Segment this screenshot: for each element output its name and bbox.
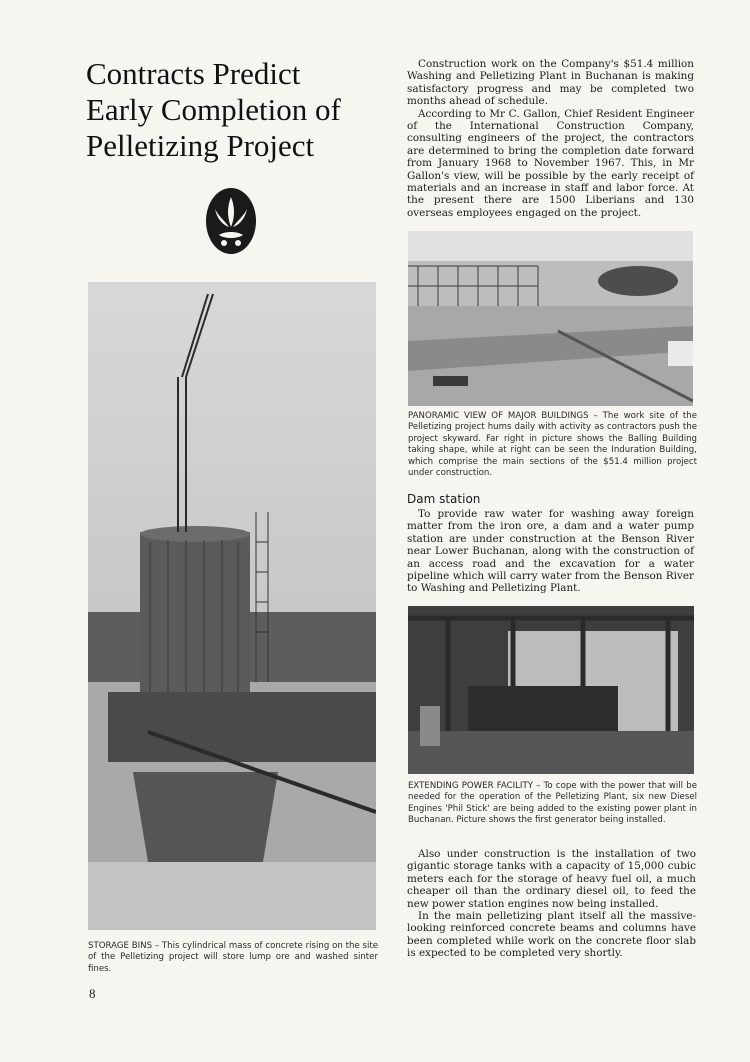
- power-facility-caption: EXTENDING POWER FACILITY – To cope with the power that will be needed for the operation of the Pelletizing Plant, six new Diesel Engines 'Phil Stick' are being added to the existing power plant in Buchanan. Picture shows the first generator being installed.: [408, 781, 697, 826]
- headline-line-1: Contracts Predict: [86, 56, 301, 91]
- article-headline: [86, 56, 386, 164]
- storage-bins-photo: [88, 282, 376, 930]
- closing-paragraph-1: Also under construction is the installation of two gigantic storage tanks with a capacity of 15,000 cubic meters each for the storage of heavy fuel oil, a much cheaper oil than the ordinary diesel oil, to feed the new power station engines now being installed.: [407, 848, 696, 910]
- dam-text: [407, 508, 694, 595]
- intro-paragraph-1: Construction work on the Company's $51.4 million Washing and Pelletizing Plant in Buchanan is making satisfactory progress and may be completed two months ahead of schedule.: [407, 58, 694, 108]
- panoramic-photo: [408, 231, 693, 406]
- fleuron-icon: [205, 187, 257, 255]
- headline-line-3: Pelletizing Project: [86, 128, 315, 163]
- intro-paragraph-2: According to Mr C. Gallon, Chief Resident Engineer of the International Construction Company, consulting engineers of the project, the contractors are determined to bring the completion date forward from January 1968 to November 1967. This, in Mr Gallon's view, will be possible by the early receipt of materials and an increase in staff and labor force. At the present there are 1500 Liberians and 130 overseas employees engaged on the project.: [407, 107, 694, 219]
- closing-paragraph-2: In the main pelletizing plant itself all the massive-looking reinforced concrete beams and columns have been completed while work on the concrete floor slab is expected to be completed very shortly.: [407, 910, 696, 960]
- panoramic-caption: PANORAMIC VIEW OF MAJOR BUILDINGS – The work site of the Pelletizing project hums daily with activity as contractors push the project skyward. Far right in picture shows the Balling Building taking shape, while at right can be seen the Induration Building, which comprise the main sections of the $51.4 million project under construction.: [408, 411, 697, 479]
- storage-bins-caption: STORAGE BINS – This cylindrical mass of concrete rising on the site of the Pelletizing project will store lump ore and washed sinter fines.: [88, 941, 378, 974]
- page-number: 8: [89, 986, 96, 1001]
- dam-station-subhead: Dam station: [407, 492, 481, 506]
- closing-text: [407, 848, 696, 960]
- dam-paragraph: To provide raw water for washing away foreign matter from the iron ore, a dam and a water pump station are under construction at the Benson River near Lower Buchanan, along with the construction of an access road and the excavation for a water pipeline which will carry water from the Benson River to Washing and Pelletizing Plant.: [407, 508, 694, 595]
- power-facility-photo: [408, 606, 694, 774]
- intro-text: [407, 58, 694, 219]
- headline-line-2: Early Completion of: [86, 92, 341, 127]
